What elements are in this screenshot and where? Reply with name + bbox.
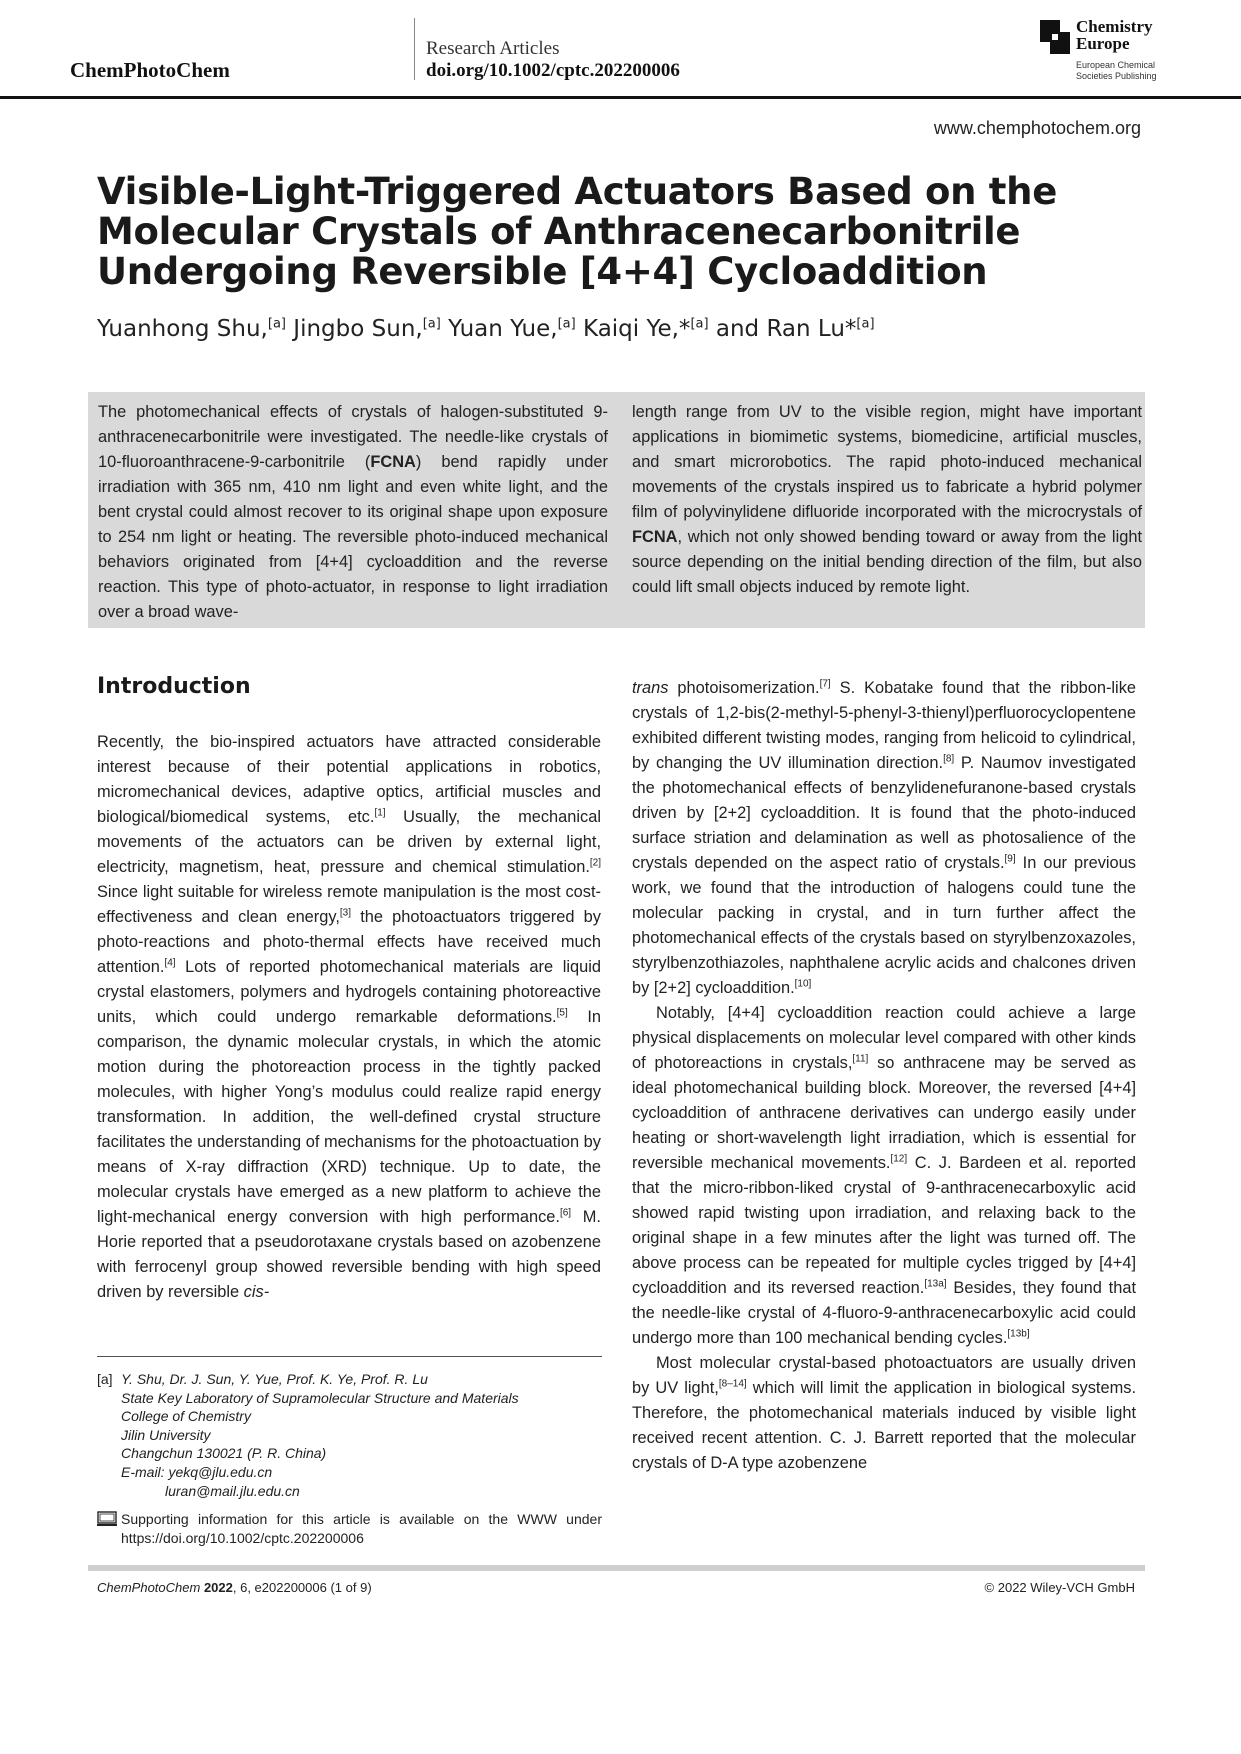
footnote-body <box>121 1370 602 1500</box>
author-affiliation: [a] <box>690 316 709 332</box>
publisher-name <box>1076 18 1186 52</box>
footer-copyright: © 2022 Wiley-VCH GmbH <box>984 1580 1135 1595</box>
website-link[interactable]: www.chemphotochem.org <box>933 118 1141 138</box>
citation[interactable]: [8–14] <box>718 1378 747 1390</box>
author-name: Yuanhong Shu, <box>97 316 268 342</box>
author-name: Yuan Yue, <box>440 316 558 342</box>
article-title: Visible-Light-Triggered Actuators Based on the Molecular Crystals of Anthracenecarbonitrile Undergoing Reversible [4+4] Cycloaddition <box>97 170 1057 293</box>
citation[interactable]: [13a] <box>924 1278 947 1290</box>
author-name: and Ran Lu* <box>708 316 857 342</box>
body-text: S. Kobatake found that the ribbon-like crystals of 1,2-bis(2-methyl-5-phenyl-3-thienyl)perfluorocyclopentene exhibited different twisting modes, ranging from helicoid to cylindrical, by changing the UV illumination direction. <box>632 679 1137 772</box>
section-heading: Introduction <box>97 674 251 699</box>
body-left-column <box>97 672 601 1305</box>
body-text: Most molecular crystal-based photoactuators are usually driven by UV light, <box>632 1354 1136 1397</box>
body-text: the photoactuators triggered by photo-reactions and photo-thermal effects have received much attention. <box>97 908 601 976</box>
citation[interactable]: [4] <box>164 957 176 969</box>
author-list <box>97 316 875 342</box>
citation[interactable]: [1] <box>374 807 386 819</box>
citation[interactable]: [7] <box>819 678 831 690</box>
footnote-email[interactable]: E-mail: yekq@jlu.edu.cn <box>121 1463 273 1480</box>
footer-volume-page: , 6, e202200006 (1 of 9) <box>232 1580 372 1595</box>
body-text: M. Horie reported that a pseudorotaxane crystals based on azobenzene with ferrocenyl group showed reversible bending with high speed driven by reversible <box>97 1208 601 1301</box>
section-label: Research Articles <box>426 38 560 59</box>
abstract-right-column <box>632 400 1142 600</box>
supporting-info-note <box>97 1510 602 1547</box>
citation[interactable]: [11] <box>852 1053 869 1065</box>
author-affiliation: [a] <box>422 316 441 332</box>
footnote-line: Jilin University <box>121 1426 211 1443</box>
footer-bar <box>88 1565 1145 1571</box>
body-text: Notably, [4+4] cycloaddition reaction could achieve a large physical displacements on molecular level compared with other kinds of photoreactions in crystals, <box>632 1004 1136 1072</box>
abstract-text: , which not only showed bending toward or away from the light source depending on the initial bending direction of the film, but also could lift small objects induced by remote light. <box>632 528 1142 596</box>
footer-year: 2022 <box>203 1580 233 1595</box>
doi-link[interactable]: doi.org/10.1002/cptc.202200006 <box>426 60 680 81</box>
footnote-line: State Key Laboratory of Supramolecular Structure and Materials <box>121 1389 519 1406</box>
citation[interactable]: [6] <box>559 1207 572 1219</box>
footer-journal: ChemPhotoChem <box>97 1580 201 1595</box>
footer-citation <box>97 1580 372 1595</box>
body-text: Usually, the mechanical movements of the actuators can be driven by external light, electricity, magnetism, heat, pressure and chemical stimulation. <box>97 808 601 876</box>
body-text: C. J. Bardeen et al. reported that the micro-ribbon-liked crystal of 9-anthracenecarboxylic acid showed rapid twisting upon irradiation, and relaxing back to the original shape in a few minutes after the light was turned off. The above process can be repeated for multiple cycles trigged by [4+4] cycloaddition and its reversed reaction. <box>632 1154 1136 1297</box>
citation[interactable]: [9] <box>1004 853 1016 865</box>
footnote-line: Changchun 130021 (P. R. China) <box>121 1445 327 1462</box>
computer-icon <box>97 1511 117 1527</box>
author-affiliation: [a] <box>557 316 576 332</box>
citation[interactable]: [12] <box>890 1153 908 1165</box>
abstract-box <box>88 392 1145 628</box>
body-text: Since light suitable for wireless remote manipulation is the most cost-effectiveness and clean energy, <box>97 883 601 926</box>
footnote-mark: [a] <box>97 1371 113 1387</box>
header-rule <box>0 96 1241 99</box>
body-text: In comparison, the dynamic molecular crystals, in which the atomic motion during the photoreaction process in the tightly packed molecules, with higher Yong’s modulus could realize rapid energy transformation. In addition, the well-defined crystal structure facilitates the understanding of mechanisms for the photoactuation by means of X-ray diffraction (XRD) technique. Up to date, the molecular crystals have emerged as a new platform to achieve the light-mechanical energy conversion with high performance. <box>97 1008 601 1226</box>
footnote-rule <box>97 1356 602 1357</box>
affiliation-footnote <box>97 1370 602 1500</box>
journal-name: ChemPhotoChem <box>70 58 230 82</box>
body-text: Besides, they found that the needle-like crystal of 4-fluoro-9-anthracenecarboxylic acid could undergo more than 100 mechanical bending cycles. <box>632 1279 1136 1347</box>
chemistry-europe-logo-icon <box>1040 20 1070 54</box>
body-text: Lots of reported photomechanical materials are liquid crystal elastomers, polymers and hydrogels containing photoreactive units, which could undergo remarkable deformations. <box>97 958 601 1026</box>
publisher-name-line1: Chemistry <box>1076 17 1153 36</box>
publisher-name-line2: Europe <box>1076 34 1130 53</box>
author-affiliation: [a] <box>267 316 286 332</box>
body-paragraph <box>97 730 601 1305</box>
citation[interactable]: [8] <box>943 753 955 765</box>
abstract-text: ) bend rapidly under irradiation with 365 nm, 410 nm light and even white light, and the bent crystal could almost recover to its original shape upon exposure to 254 nm light or heating. The reversible photo-induced mechanical behaviors originated from [4+4] cycloaddition and the reverse reaction. This type of photo-actuator, in response to light irradiation over a broad wave- <box>98 453 608 621</box>
body-paragraph <box>632 1351 1136 1476</box>
body-italic-text: cis- <box>243 1283 270 1301</box>
footnote-email[interactable]: luran@mail.jlu.edu.cn <box>165 1482 300 1499</box>
body-text: which will limit the application in biological systems. Therefore, the photomechanical materials induced by visible light received recent attention. C. J. Barrett reported that the molecular crystals of D-A type azobenzene <box>632 1379 1136 1472</box>
footnote-line: Y. Shu, Dr. J. Sun, Y. Yue, Prof. K. Ye, Prof. R. Lu <box>121 1371 428 1387</box>
publisher-sub-line1: European Chemical <box>1076 60 1156 70</box>
citation[interactable]: [2] <box>589 857 601 869</box>
author-affiliation: [a] <box>856 316 875 332</box>
publisher-sub-line2: Societies Publishing <box>1076 71 1157 81</box>
compound-label: FCNA <box>632 528 678 546</box>
body-right-column <box>632 676 1136 1476</box>
citation[interactable]: [5] <box>556 1007 568 1019</box>
citation[interactable]: [3] <box>339 907 352 919</box>
body-paragraph <box>632 676 1136 1001</box>
publisher-subtitle <box>1076 60 1186 82</box>
body-text: photoisomerization. <box>668 679 820 697</box>
body-text: so anthracene may be served as ideal photomechanical building block. Moreover, the reversed [4+4] cycloaddition of anthracene derivatives can undergo easily under heating or short-wavelength light irradiation, which is essential for reversible mechanical movements. <box>632 1054 1137 1172</box>
body-text: Recently, the bio-inspired actuators have attracted considerable interest because of their potential applications in robotics, micromechanical devices, adaptive optics, artificial muscles and biological/biomedical systems, etc. <box>97 733 601 826</box>
body-text: In our previous work, we found that the introduction of halogens could tune the molecular packing in crystal, and in turn further affect the photomechanical effects of the crystals based on styrylbenzoxazoles, styrylbenzothiazoles, naphthalene acrylic acids and chalcones driven by [2+2] cycloaddition. <box>632 854 1136 997</box>
footnote-line: College of Chemistry <box>121 1408 251 1425</box>
compound-label: FCNA <box>370 453 416 471</box>
header-divider <box>414 18 415 80</box>
abstract-text: length range from UV to the visible region, might have important applications in biomimetic systems, biomedicine, artificial muscles, and smart microrobotics. The rapid photo-induced mechanical movements of the crystals inspired us to fabricate a hybrid polymer film of polyvinylidene difluoride incorporated with the microcrystals of <box>632 403 1142 521</box>
publisher-logo[interactable] <box>1040 18 1180 84</box>
author-name: Kaiqi Ye,* <box>575 316 691 342</box>
author-name: Jingbo Sun, <box>286 316 423 342</box>
body-text: P. Naumov investigated the photomechanical effects of benzylidenefuranone-based crystals driven by [2+2] cycloaddition. It is found that the photo-induced surface striation and delamination as well as photosalience of the crystals depended on the aspect ratio of crystals. <box>632 754 1136 872</box>
abstract-left-column <box>98 400 608 625</box>
abstract-text: The photomechanical effects of crystals of halogen-substituted 9-anthracenecarbonitrile were investigated. The needle-like crystals of 10-fluoroanthracene-9-carbonitrile ( <box>98 403 608 471</box>
body-paragraph <box>632 1001 1136 1351</box>
citation[interactable]: [10] <box>794 978 812 990</box>
citation[interactable]: [13b] <box>1007 1328 1030 1340</box>
body-italic-text: trans <box>632 679 669 697</box>
supporting-info-text: Supporting information for this article is available on the WWW under https://doi.org/10.1002/cptc.202200006 <box>121 1511 602 1546</box>
